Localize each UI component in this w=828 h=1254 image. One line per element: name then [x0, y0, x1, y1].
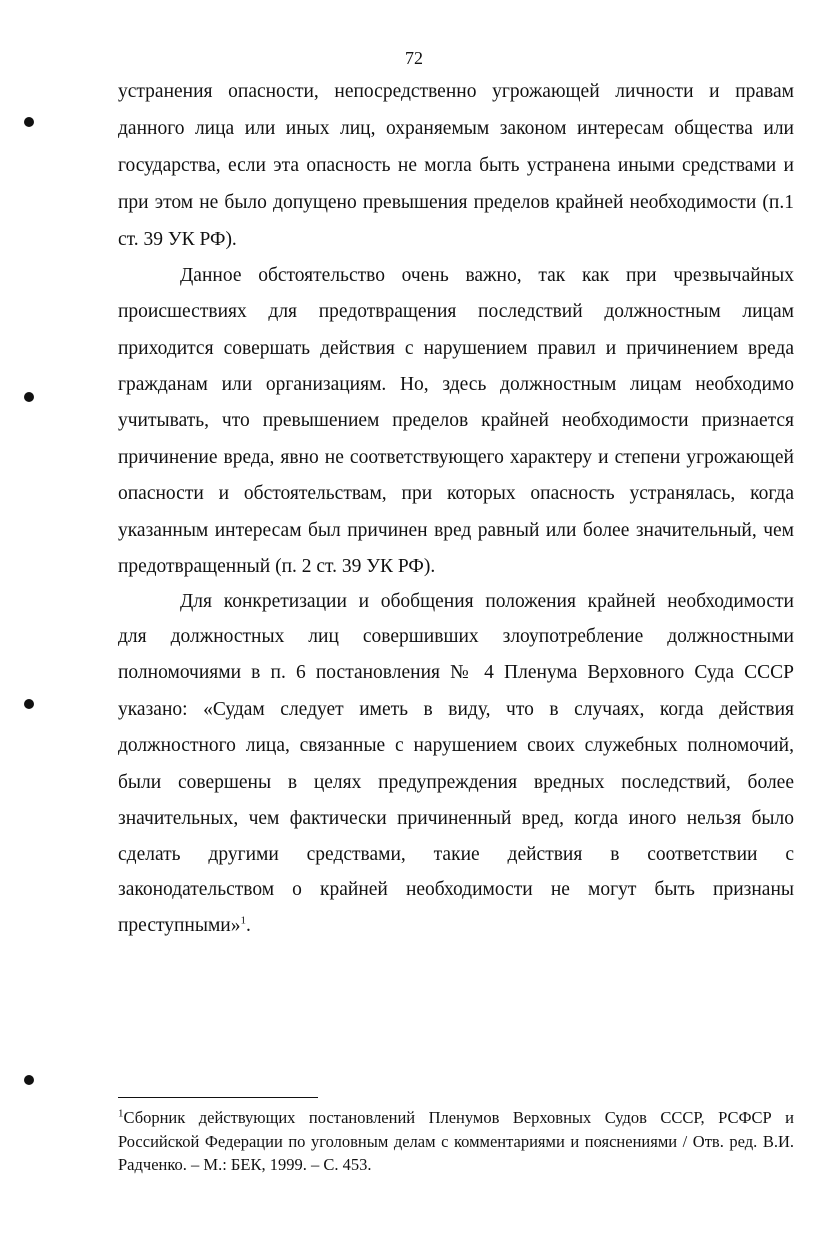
text-line: Для конкретизации и обобщения положения крайней необходимости: [180, 591, 794, 612]
text-line: государства, если эта опасность не могла быть устранена иными средствами и: [118, 155, 794, 176]
text-line: учитывать, что превышением пределов крайней необходимости признается: [118, 410, 794, 431]
text-line: устранения опасности, непосредственно угрожающей личности и правам: [118, 81, 794, 102]
text-line: значительных, чем фактически причиненный вред, когда иного нельзя было: [118, 808, 794, 829]
footnote-text: Сборник действующих постановлений Пленумов Верховных Судов СССР, РСФСР и: [123, 1108, 794, 1127]
text-line: сделать другими средствами, такие действия в соответствии с: [118, 844, 794, 865]
text-line: должностного лица, связанные с нарушением своих служебных полномочий,: [118, 735, 794, 756]
punch-hole-mark: [24, 392, 34, 402]
text-line: Данное обстоятельство очень важно, так как при чрезвычайных: [180, 265, 794, 286]
text-line: данного лица или иных лиц, охраняемым законом интересам общества или: [118, 118, 794, 139]
text-line: предотвращенный (п. 2 ст. 39 УК РФ).: [118, 556, 436, 577]
text-fragment: преступными»: [118, 915, 241, 936]
text-line: ст. 39 УК РФ).: [118, 229, 237, 250]
text-line: указано: «Судам следует иметь в виду, что в случаях, когда действия: [118, 699, 794, 720]
punch-hole-mark: [24, 1075, 34, 1085]
text-punctuation: .: [246, 915, 251, 936]
text-line: при этом не было допущено превышения пределов крайней необходимости (п.1: [118, 192, 794, 213]
text-line: гражданам или организациям. Но, здесь должностным лицам необходимо: [118, 374, 794, 395]
footnote-line: Российской Федерации по уголовным делам с комментариями и пояснениями / Отв. ред. В.И.: [118, 1132, 794, 1151]
text-line: были совершены в целях предупреждения вредных последствий, более: [118, 772, 794, 793]
footnote-separator: [118, 1097, 318, 1098]
punch-hole-mark: [24, 117, 34, 127]
text-line: законодательством о крайней необходимости не могут быть признаны: [118, 879, 794, 900]
footnote-marker: 1: [118, 1107, 124, 1120]
text-line: приходится совершать действия с нарушением правил и причинением вреда: [118, 338, 794, 359]
text-line: указанным интересам был причинен вред равный или более значительный, чем: [118, 520, 794, 541]
text-line: причинение вреда, явно не соответствующего характеру и степени угрожающей: [118, 447, 794, 468]
footnote-line: [118, 1107, 794, 1129]
text-line: полномочиями в п. 6 постановления № 4 Пленума Верховного Суда СССР: [118, 662, 794, 683]
footnote-line: Радченко. – М.: БЕК, 1999. – С. 453.: [118, 1155, 372, 1174]
text-line: опасности и обстоятельствам, при которых опасность устранялась, когда: [118, 483, 794, 504]
text-line-final: [118, 914, 794, 938]
punch-hole-mark: [24, 699, 34, 709]
text-line: происшествиях для предотвращения последствий должностным лицам: [118, 301, 794, 322]
footnote-reference[interactable]: 1: [240, 914, 246, 927]
page-number: 72: [405, 48, 423, 68]
text-line: для должностных лиц совершивших злоупотребление должностными: [118, 626, 794, 647]
